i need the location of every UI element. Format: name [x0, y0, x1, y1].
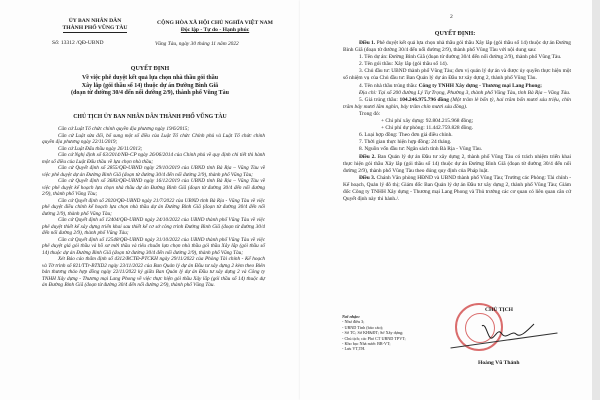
- document-date: Vũng Tàu, ngày 30 tháng 11 năm 2022: [155, 41, 239, 47]
- item-package-name: 2. Tên gói thầu: Xây lắp (gói thầu số 14).: [359, 61, 448, 68]
- subject-line-3: (đoạn từ đường 30/4 đến nối đường 2/9), thành phố Vũng Tàu: [71, 90, 229, 97]
- issuer-line-2: THÀNH PHỐ VŨNG TÀU: [62, 25, 128, 31]
- item-investor: 3. Chủ đầu tư: UBND thành phố Vũng Tàu; đơn vị quản lý dự án và được ủy quyền thực hiện một số nhiệm vụ của Chủ đầu tư: Ban Quản lý dự án Đầu tư xây dựng 2, thành phố Vũng Tàu.: [343, 68, 571, 82]
- breakdown-label: Trong đó:: [359, 110, 381, 117]
- article-text: Phê duyệt kết quả lựa chọn nhà thầu gói thầu Xây lắp (gói thầu số 14) thuộc dự án Đường Bình Giã (đoạn từ đường 30/4 đến nối đường 2/9), thành phố Vũng Tàu với nội dung sau:: [343, 40, 571, 54]
- article-text: Chánh Văn phòng HĐND và UBND thành phố Vũng Tàu; Trưởng các Phòng: Tài chính - Kế hoạch, Quản lý đô thị; Giám đốc Ban Quản lý dự án Đầu tư xây dựng 2, thành phố Vũng Tàu; Giám đốc Công ty TNHH Xây dựng - Thương mại Lang Phong và Thủ trưởng các cơ quan có liên quan căn cứ Quyết định này thi hành./.: [343, 174, 571, 203]
- item-duration: 7. Thời gian thực hiện hợp đồng: 24 tháng.: [359, 139, 452, 146]
- basis-item: Căn cứ Quyết định số 2020/QĐ-UBND ngày 21/7/2022 của UBND tỉnh Bà Rịa - Vũng Tàu về việc phê duyệt điều chỉnh kế hoạch lựa chọn nhà thầu dự án Đường Bình Giã (đoạn từ đường 30/4 đến nối đường 2/9), thành phố Vũng Tàu;: [42, 197, 265, 217]
- decision-heading: QUYẾT ĐỊNH:: [434, 31, 476, 37]
- recipient: - Sở TC; Sở KH&ĐT; Sở Xây dựng;: [342, 330, 404, 336]
- item-label: 5. Giá trúng thầu:: [359, 96, 400, 103]
- recipient: - UBND Tỉnh (báo cáo);: [342, 324, 384, 330]
- address-text: Địa chỉ: Tại số 200 đường Lý Tự Trọng, Phường 3, thành phố Vũng Tàu, tỉnh Bà Rịa – Vũng Tàu.: [359, 89, 571, 96]
- basis-item: Căn cứ Quyết định số 12548/QĐ-UBND ngày 31/10/2022 của UBND thành phố Vũng Tàu về việc phê duyệt giá gói thầu và hồ sơ mời thầu và tiêu chuẩn lựa chọn nhà thầu gói thầu Xây lắp (gói thầu số 14) thuộc dự án Đường Bình Giã (đoạn từ đường 30/4 đến nối đường 2/9), thành phố Vũng Tàu;: [42, 236, 265, 256]
- contractor-name: Công ty TNHH Xây dựng - Thương mại Lang Phong;: [418, 82, 542, 89]
- issuing-agency: [40, 18, 150, 33]
- nation-line-1: CỘNG HÒA XÃ HỘI CHỦ NGHĨA VIỆT NAM: [157, 20, 273, 26]
- document-number: Số: 13312 /QĐ-UBND: [52, 40, 104, 46]
- recipient: - Lưu VT,TH.: [342, 346, 366, 352]
- contractor-address: [343, 90, 571, 97]
- page-edge: [592, 0, 600, 400]
- basis-item: Căn cứ Quyết định số 2855/QĐ-UBND ngày 29/10/2019 của UBND tỉnh Bà Rịa – Vũng Tàu về việc phê duyệt dự án Đường Bình Giã (đoạn từ đường 30/4 đến nối đường 2/9), thành phố Vũng Tàu;: [42, 165, 265, 178]
- subject-line-1: Về việc phê duyệt kết quả lựa chọn nhà thầu gói thầu: [81, 75, 219, 82]
- item-winning-price: [343, 97, 571, 111]
- authority-heading: CHỦ TỊCH ỦY BAN NHÂN DÂN THÀNH PHỐ VŨNG TÀU: [73, 114, 227, 120]
- basis-item: Căn cứ Quyết định số 12404/QĐ-UBND ngày 24/10/2022 của UBND thành phố Vũng Tàu về việc phê duyệt thiết kế xây dựng triển khai sau thiết kế cơ sở công trình Đường Bình Giã (đoạn từ đường 30/4 đến nối đường 2/9), thành phố Vũng Tàu;: [42, 217, 265, 236]
- cost-contingency: + Chi phí dự phòng: 11.442.759.828 đồng.: [381, 125, 474, 132]
- decision-title: [30, 66, 270, 98]
- issuer-line-1: ỦY BAN NHÂN DÂN: [68, 18, 122, 24]
- basis-item: Căn cứ Luật sửa đổi, bổ sung một số điều của Luật Tổ chức Chính phủ và Luật Tổ chức chính quyền địa phương ngày 22/11/2019;: [42, 132, 265, 145]
- legal-basis: [42, 126, 265, 289]
- item-contract-type: 6. Loại hợp đồng: Theo đơn giá điều chỉnh.: [359, 132, 453, 139]
- signer-name: Hoàng Vũ Thảnh: [478, 360, 520, 366]
- recipients-label: Nơi nhận:: [342, 314, 360, 319]
- basis-item: Căn cứ Luật Tổ chức chính quyền địa phương ngày 19/6/2015;: [58, 126, 190, 132]
- page-number: 2: [450, 14, 453, 20]
- title-text: QUYẾT ĐỊNH: [130, 66, 170, 72]
- article-text: Ban Quản lý dự án Đầu tư xây dựng 2, thành phố Vũng Tàu có trách nhiệm triển khai thực hiện gói thầu Xây lắp (gói thầu số 14) thuộc dự án Đường Bình Giã (đoạn từ đường 30/4 đến nối đường 2/9), thành phố Vũng Tàu theo đúng quy định của Pháp luật.: [343, 153, 571, 174]
- basis-item: Căn cứ Quyết định số 3683/QĐ-UBND ngày 16/12/2019 của UBND tỉnh Bà Rịa – Vũng Tàu về việc phê duyệt kế hoạch lựa chọn nhà thầu dự án Đường Bình Giã (đoạn từ đường 30/4 đến nối đường 2/9), thành phố Vũng Tàu;: [42, 178, 265, 197]
- article-label: Điều 1.: [359, 40, 376, 46]
- subject-line-2: Xây lắp (gói thầu số 14) thuộc dự án Đường Bình Giã: [81, 82, 219, 89]
- basis-item: Căn cứ Nghị định số 63/2014/NĐ-CP ngày 26/06/2014 của Chính phủ về quy định chi tiết thi hành một số điều của Luật Đấu thầu về lựa chọn nhà thầu;: [42, 152, 265, 165]
- recipient: - Kho bạc Nhà nước BR-VT;: [342, 341, 391, 347]
- item-contractor: [343, 83, 571, 90]
- price-in-words: (Một trăm lẻ bốn tỷ, hai trăm bốn mươi sáu triệu, chín trăm bảy mươi lăm nghìn, bảy trăm chín mươi sáu đồng).: [343, 96, 571, 110]
- article-2: [343, 154, 571, 175]
- decision-body: [343, 40, 571, 203]
- basis-item: Căn cứ Luật Đấu thầu ngày 26/11/2013;: [58, 145, 143, 152]
- recipient: - Chủ tịch; các Phó CT UBND TPVT;: [342, 335, 406, 341]
- document-page-2: [300, 0, 592, 400]
- item-funding: 8. Nguồn vốn đầu tư: Ngân sách tỉnh Bà Rịa - Vũng Tàu.: [359, 146, 483, 153]
- cost-construction: + Chi phí xây dựng: 92.804.215.968 đồng;: [381, 118, 474, 125]
- article-3: [343, 175, 571, 203]
- recipients-list: [342, 314, 406, 352]
- item-label: 4. Tên nhà thầu trúng thầu:: [359, 82, 419, 89]
- basis-item: Xét Báo cáo thẩm định số 4312/BCTĐ-PTCKH ngày 29/11/2022 của Phòng Tài chính - Kế hoạch và Tờ trình số 821/TTr-BTXD2 ngày 23/11/2022 của Ban Quản lý dự án Đầu tư xây dựng 2 kèm theo Biên bản thương thảo hợp đồng ngày 22/11/2022 ký giữa Ban Quản lý dự án Đầu tư xây dựng 2 và Công ty TNHH Xây dựng - Thương mại Lang Phong về việc thực hiện gói thầu Xây lắp (gói thầu số 14) thuộc dự án Đường Bình Giã (đoạn từ đường 30/4 đến nối đường 2/9), thành phố Vũng Tàu.: [42, 256, 265, 288]
- article-1: [343, 40, 571, 54]
- article-label: Điều 2.: [359, 153, 376, 160]
- article-label: Điều 3.: [359, 174, 376, 181]
- price-value: 104.246.975.796 đồng: [399, 96, 449, 103]
- signer-title: CHỦ TỊCH: [485, 307, 514, 313]
- recipient: - Như điều 3;: [342, 319, 365, 325]
- item-project-name: 1. Tên dự án: Đường Bình Giã (đoạn từ đường 30/4 đến nối đường 2/9), thành phố Vũng Tàu.: [359, 54, 562, 61]
- motto: Độc lập - Tự do - Hạnh phúc: [180, 27, 250, 33]
- national-header: [140, 20, 290, 34]
